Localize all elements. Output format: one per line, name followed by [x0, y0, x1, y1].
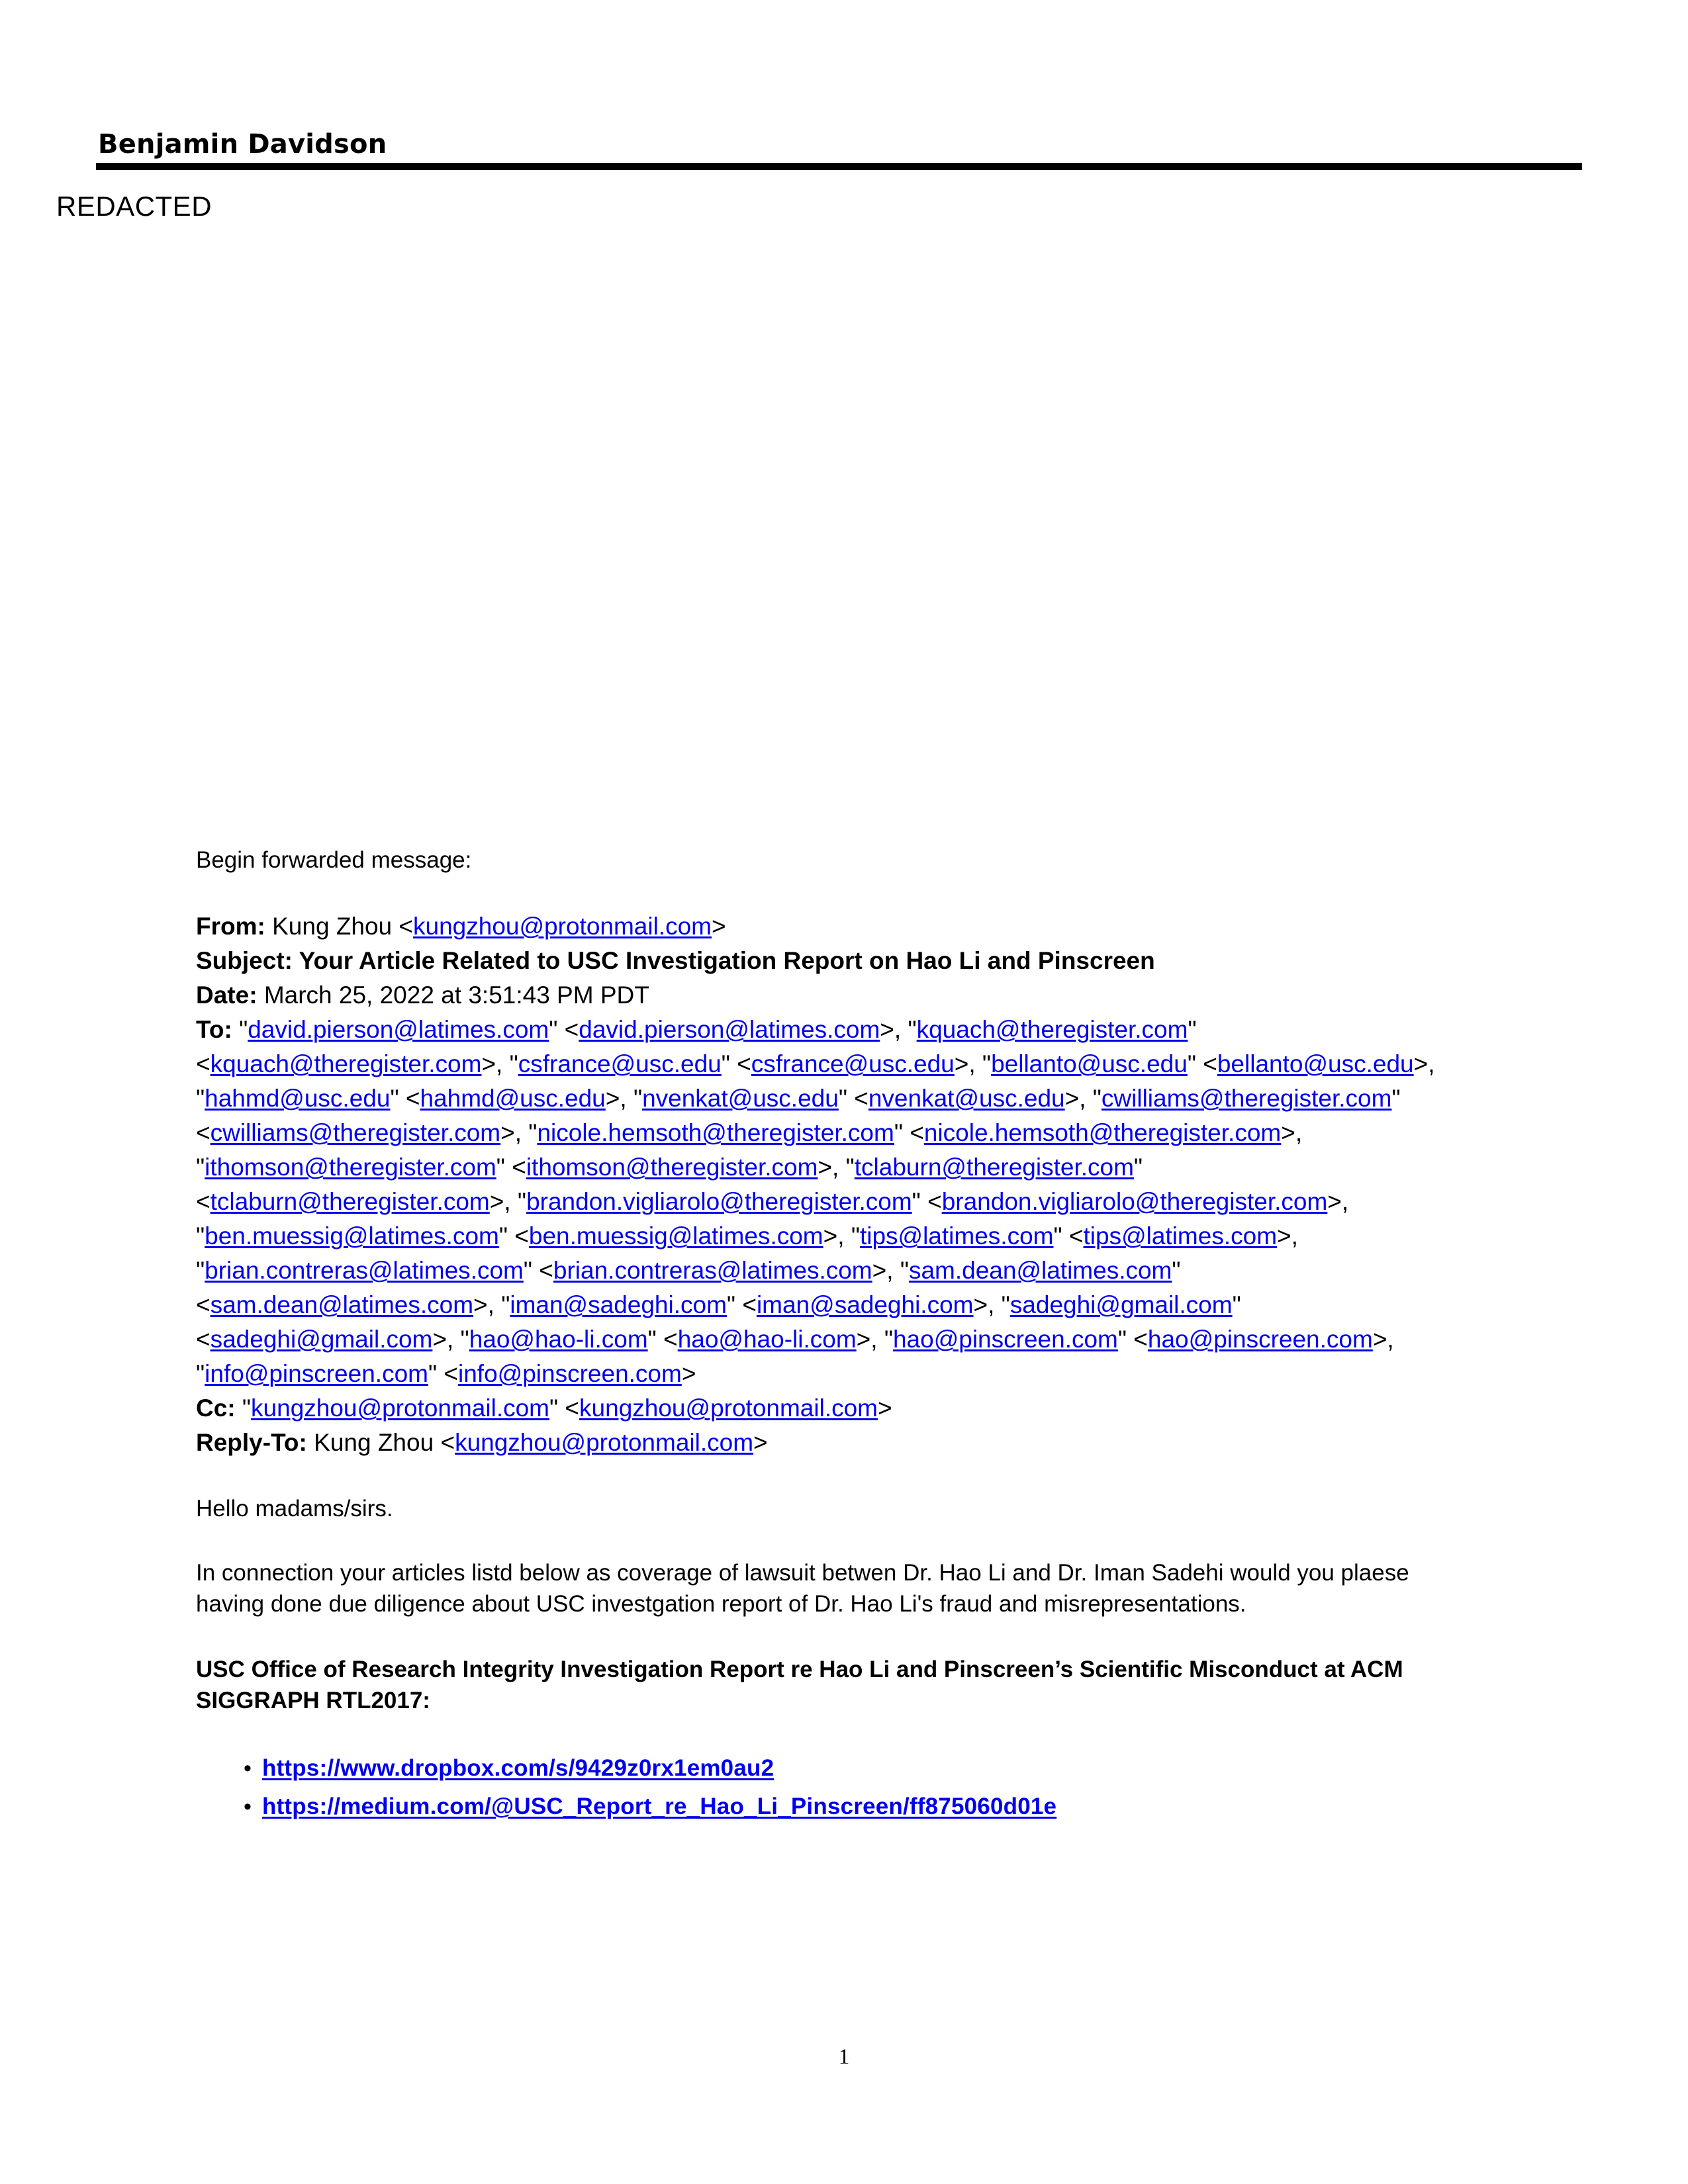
header-divider-rule	[96, 163, 1582, 170]
bullet-icon: •	[244, 1794, 252, 1819]
reply-to-label: Reply-To:	[196, 1429, 307, 1456]
spacer	[196, 1460, 1440, 1493]
header-author-name: Benjamin Davidson	[98, 129, 387, 159]
recipient-email-link[interactable]: tclaburn@theregister.com	[210, 1188, 490, 1215]
greeting-text: Hello madams/sirs.	[196, 1496, 393, 1522]
recipient-email-link[interactable]: brandon.vigliarolo@theregister.com	[941, 1188, 1328, 1215]
recipient-email-link[interactable]: ithomson@theregister.com	[205, 1154, 496, 1181]
to-recipient-list: "david.pierson@latimes.com" <david.pierson@latimes.com>, "kquach@theregister.com" <kquach@theregister.com>, "csfrance@usc.edu" <csfrance@usc.edu>, "bellanto@usc.edu" <bellanto@usc.edu>, "hahmd@usc.edu" <hahmd@usc.edu>, "nvenkat@usc.edu" <nvenkat@usc.edu>, "cwilliams@theregister.com" <cwilliams@theregister.com>, "nicole.hemsoth@theregister.com" <nicole.hemsoth@theregister.com>, "ithomson@theregister.com" <ithomson@theregister.com>, "tclaburn@theregister.com" <tclaburn@theregister.com>, "brandon.vigliarolo@theregister.com" <brandon.vigliarolo@theregister.com>, "ben.muessig@latimes.com" <ben.muessig@latimes.com>, "tips@latimes.com" <tips@latimes.com>, "brian.contreras@latimes.com" <brian.contreras@latimes.com>, "sam.dean@latimes.com" <sam.dean@latimes.com>, "iman@sadeghi.com" <iman@sadeghi.com>, "sadeghi@gmail.com" <sadeghi@gmail.com>, "hao@hao-li.com" <hao@hao-li.com>, "hao@pinscreen.com" <hao@pinscreen.com>, "info@pinscreen.com" <info@pinscreen.com>	[196, 1016, 1435, 1387]
recipient-email-link[interactable]: brandon.vigliarolo@theregister.com	[526, 1188, 912, 1215]
recipient-email-link[interactable]: hao@pinscreen.com	[892, 1326, 1118, 1353]
recipient-email-link[interactable]: hao@hao-li.com	[469, 1326, 648, 1353]
recipient-email-link[interactable]: nvenkat@usc.edu	[868, 1085, 1065, 1112]
recipient-email-link[interactable]: tips@latimes.com	[859, 1222, 1054, 1250]
begin-forwarded-message-text: Begin forwarded message:	[196, 847, 472, 873]
recipient-email-link[interactable]: iman@sadeghi.com	[756, 1291, 974, 1318]
recipient-email-link[interactable]: info@pinscreen.com	[458, 1360, 682, 1387]
subject-label: Subject:	[196, 947, 293, 974]
recipient-email-link[interactable]: tclaburn@theregister.com	[854, 1154, 1134, 1181]
date-value: March 25, 2022 at 3:51:43 PM PDT	[263, 981, 649, 1009]
recipient-email-link[interactable]: iman@sadeghi.com	[510, 1291, 727, 1318]
recipient-email-link[interactable]: david.pierson@latimes.com	[248, 1016, 549, 1043]
body-paragraph: In connection your articles listd below as coverage of lawsuit betwen Dr. Hao Li and Dr. Iman Sadehi would you plaese having done due diligence about USC investgation report of Dr. Hao Li's fraud and misrepresentations.	[196, 1560, 1409, 1617]
list-item	[196, 1788, 1440, 1826]
spacer	[196, 1619, 1440, 1654]
recipient-email-link[interactable]: cwilliams@theregister.com	[210, 1119, 501, 1146]
recipient-email-link[interactable]: brian.contreras@latimes.com	[205, 1257, 524, 1284]
recipient-email-link[interactable]: cwilliams@theregister.com	[1101, 1085, 1392, 1112]
recipient-email-link[interactable]: david.pierson@latimes.com	[579, 1016, 880, 1043]
recipient-email-link[interactable]: info@pinscreen.com	[205, 1360, 428, 1387]
recipient-email-link[interactable]: ben.muessig@latimes.com	[528, 1222, 823, 1250]
to-label: To:	[196, 1016, 232, 1043]
recipient-email-link[interactable]: bellanto@usc.edu	[991, 1050, 1188, 1077]
email-body-content	[196, 846, 1440, 1826]
recipient-email-link[interactable]: brian.contreras@latimes.com	[553, 1257, 872, 1284]
to-row	[196, 1013, 1440, 1391]
bullet-icon: •	[244, 1756, 252, 1781]
reply-to-email-link[interactable]: kungzhou@protonmail.com	[455, 1429, 754, 1456]
from-label: From:	[196, 913, 265, 940]
recipient-email-link[interactable]: hao@hao-li.com	[677, 1326, 857, 1353]
list-item	[196, 1749, 1440, 1788]
cc-label: Cc:	[196, 1394, 236, 1422]
recipient-email-link[interactable]: hahmd@usc.edu	[205, 1085, 391, 1112]
reply-to-row: Reply-To: Kung Zhou <kungzhou@protonmail.com>	[196, 1429, 768, 1456]
report-link[interactable]: https://www.dropbox.com/s/9429z0rx1em0au2	[262, 1755, 774, 1781]
recipient-email-link[interactable]: ithomson@theregister.com	[526, 1154, 818, 1181]
report-link[interactable]: https://medium.com/@USC_Report_re_Hao_Li_Pinscreen/ff875060d01e	[262, 1794, 1057, 1819]
redacted-label: REDACTED	[56, 191, 212, 222]
section-heading: USC Office of Research Integrity Investigation Report re Hao Li and Pinscreen’s Scientific Misconduct at ACM SIGGRAPH RTL2017:	[196, 1657, 1403, 1713]
recipient-email-link[interactable]: sam.dean@latimes.com	[908, 1257, 1172, 1284]
subject-row	[196, 944, 1440, 978]
recipient-email-link[interactable]: sam.dean@latimes.com	[210, 1291, 474, 1318]
from-email-link[interactable]: kungzhou@protonmail.com	[413, 913, 712, 940]
spacer	[196, 1524, 1440, 1557]
recipient-email-link[interactable]: sadeghi@gmail.com	[1009, 1291, 1233, 1318]
document-header	[96, 129, 1592, 170]
recipient-email-link[interactable]: sadeghi@gmail.com	[210, 1326, 433, 1353]
recipient-email-link[interactable]: bellanto@usc.edu	[1217, 1050, 1414, 1077]
spacer	[196, 1716, 1440, 1749]
recipient-email-link[interactable]: kquach@theregister.com	[210, 1050, 482, 1077]
recipient-email-link[interactable]: csfrance@usc.edu	[518, 1050, 722, 1077]
report-link-list	[196, 1749, 1440, 1826]
recipient-email-link[interactable]: nicole.hemsoth@theregister.com	[923, 1119, 1282, 1146]
recipient-email-link[interactable]: nvenkat@usc.edu	[642, 1085, 839, 1112]
recipient-email-link[interactable]: kungzhou@protonmail.com	[251, 1394, 550, 1422]
cc-recipient-list: "kungzhou@protonmail.com" <kungzhou@protonmail.com>	[242, 1394, 892, 1422]
from-display-name: Kung Zhou	[272, 913, 393, 940]
date-label: Date:	[196, 981, 258, 1009]
recipient-email-link[interactable]: kquach@theregister.com	[916, 1016, 1188, 1043]
recipient-email-link[interactable]: hahmd@usc.edu	[420, 1085, 606, 1112]
recipient-email-link[interactable]: hao@pinscreen.com	[1147, 1326, 1373, 1353]
cc-row	[196, 1391, 1440, 1426]
email-header-block	[196, 909, 1440, 1460]
from-row: From: Kung Zhou <kungzhou@protonmail.com>	[196, 913, 726, 940]
recipient-email-link[interactable]: ben.muessig@latimes.com	[205, 1222, 499, 1250]
subject-text: Your Article Related to USC Investigation Report on Hao Li and Pinscreen	[299, 947, 1155, 974]
recipient-email-link[interactable]: nicole.hemsoth@theregister.com	[537, 1119, 894, 1146]
page-number: 1	[838, 2045, 850, 2069]
reply-to-display-name: Kung Zhou	[314, 1429, 434, 1456]
recipient-email-link[interactable]: tips@latimes.com	[1083, 1222, 1278, 1250]
recipient-email-link[interactable]: csfrance@usc.edu	[751, 1050, 955, 1077]
date-row	[196, 978, 1440, 1013]
recipient-email-link[interactable]: kungzhou@protonmail.com	[579, 1394, 878, 1422]
